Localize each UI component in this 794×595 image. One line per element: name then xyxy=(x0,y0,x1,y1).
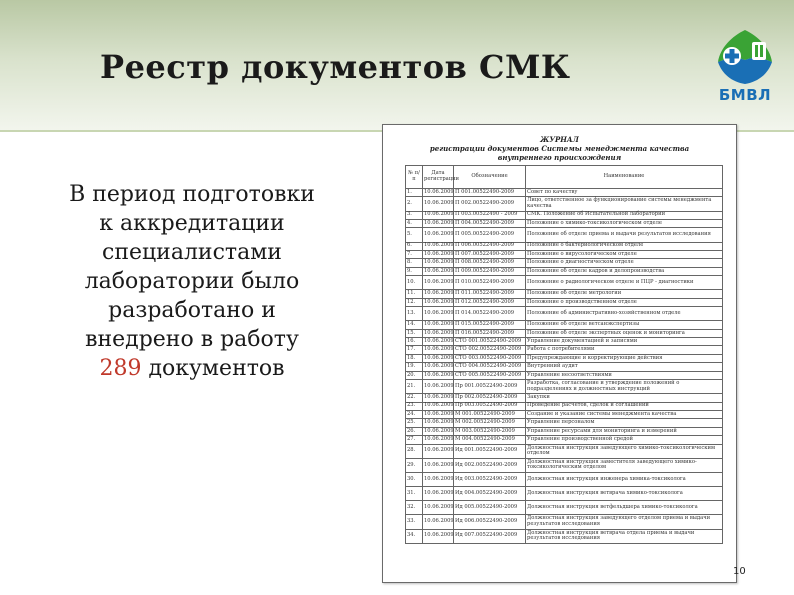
row-number: 9. xyxy=(406,267,423,275)
body-text xyxy=(22,180,362,383)
table-row xyxy=(406,267,723,275)
row-name: Должностная инструкция заведующего химико-токсикологическим отделом xyxy=(526,444,723,458)
row-date: 10.06.2009 xyxy=(424,329,454,336)
row-date: 10.06.2009 xyxy=(424,394,454,401)
row-name: Разработка, согласование и утверждение положений о подразделениях и должностных инструкций xyxy=(526,380,723,394)
row-code: П 003.00522490 - 2009 xyxy=(454,211,526,219)
row-name: Предупреждающие и корректирующие действия xyxy=(526,354,723,362)
row-code: П 005.00522490-2009 xyxy=(454,228,526,242)
row-name: Положение об отделе метрологии xyxy=(526,290,723,298)
table-row xyxy=(406,211,723,219)
row-name: Положение о химико-токсикологическом отделе xyxy=(526,219,723,227)
row-name: Должностная инструкция ветфельдшера химико-токсиколога xyxy=(526,501,723,515)
table-row xyxy=(406,338,723,346)
row-name: Управление несоответствиями xyxy=(526,371,723,379)
row-number: 6. xyxy=(406,242,423,250)
row-date: 10.06.2009 xyxy=(424,250,454,257)
row-number: 15. xyxy=(406,329,423,337)
table-row xyxy=(406,354,723,362)
row-code: СТО 005.00522490-2009 xyxy=(454,371,526,379)
row-date: 10.06.2009 xyxy=(424,427,454,434)
row-date: 10.06.2009 xyxy=(423,529,454,543)
row-name: Управление ресурсами для мониторинга и измерений xyxy=(526,427,723,435)
row-number: 4. xyxy=(406,219,423,227)
table-row xyxy=(406,402,723,410)
row-name: Положение о производственном отделе xyxy=(526,298,723,306)
row-date: 10.06.2009 xyxy=(424,211,454,218)
journal-document-image xyxy=(382,124,737,583)
row-number: 12. xyxy=(406,298,423,306)
table-row xyxy=(406,197,723,211)
row-number: 7. xyxy=(406,250,423,258)
table-row xyxy=(406,487,723,501)
body-line: внедрено в работу xyxy=(85,327,299,352)
row-date: 10.06.2009 xyxy=(423,307,454,321)
row-name: Создание и указание системы менеджмента качества xyxy=(526,410,723,418)
row-number: 17. xyxy=(406,346,423,354)
row-date: 10.06.2009 xyxy=(424,188,454,195)
row-code: П 002.00522490-2009 xyxy=(454,197,526,211)
row-code: Пр 001.00522490-2009 xyxy=(454,380,526,394)
row-code: П 011.00522490-2009 xyxy=(454,290,526,298)
row-date: 10.06.2009 xyxy=(424,298,454,305)
row-date: 10.06.2009 xyxy=(424,436,454,443)
table-row xyxy=(406,436,723,444)
row-date: 10.06.2009 xyxy=(423,276,454,290)
row-code: П 015.00522490-2009 xyxy=(454,321,526,329)
table-row xyxy=(406,472,723,486)
row-date: 10.06.2009 xyxy=(424,371,454,378)
count-suffix: документов xyxy=(141,356,285,381)
row-number: 20. xyxy=(406,371,423,379)
journal-subtitle: внутреннего происхождения xyxy=(497,153,622,162)
row-name: Закупки xyxy=(526,394,723,402)
table-row xyxy=(406,242,723,250)
row-name: Совет по качеству xyxy=(526,189,723,197)
table-row xyxy=(406,290,723,298)
body-line-count xyxy=(22,354,362,383)
table-row xyxy=(406,427,723,435)
table-row xyxy=(406,380,723,394)
page-number: 10 xyxy=(733,566,746,577)
logo-emblem-icon xyxy=(712,28,778,86)
row-code: СТО 004.00522490-2009 xyxy=(454,363,526,371)
table-header-row xyxy=(406,166,723,189)
row-code: Ид 005.00522490-2009 xyxy=(454,501,526,515)
row-name: Должностная инструкция заместителя заведующего химико-токсикологическим отделом xyxy=(526,458,723,472)
table-row xyxy=(406,259,723,267)
row-code: Ид 003.00522490-2009 xyxy=(454,472,526,486)
row-code: СТО 001.00522490-2009 xyxy=(454,338,526,346)
row-code: Пр 002.00522490-2009 xyxy=(454,394,526,402)
row-name: Проведение расчетов, сделок и соглашений xyxy=(526,402,723,410)
body-line: лаборатории было xyxy=(84,269,300,294)
table-row xyxy=(406,363,723,371)
row-code: Ид 001.00522490-2009 xyxy=(454,444,526,458)
row-code: Пр 003.00522490-2009 xyxy=(454,402,526,410)
row-number: 27. xyxy=(406,436,423,444)
row-date: 10.06.2009 xyxy=(423,380,454,394)
table-row xyxy=(406,410,723,418)
table-row xyxy=(406,501,723,515)
table-row xyxy=(406,419,723,427)
row-number: 34. xyxy=(406,529,423,543)
table-row xyxy=(406,458,723,472)
organization-logo xyxy=(712,28,778,104)
column-header: Обозначение xyxy=(454,166,526,189)
row-name: Должностная инструкция ветврача отдела приема и выдачи результатов исследования xyxy=(526,529,723,543)
journal-title: ЖУРНАЛ xyxy=(540,135,579,144)
row-code: П 010.00522490-2009 xyxy=(454,276,526,290)
row-code: П 016.00522490-2009 xyxy=(454,329,526,337)
table-row xyxy=(406,394,723,402)
row-date: 10.06.2009 xyxy=(423,515,454,529)
row-code: П 009.00522490-2009 xyxy=(454,267,526,275)
row-name: Положение о радиологическом отделе и ПЦР - диагностики xyxy=(526,276,723,290)
row-date: 10.06.2009 xyxy=(424,321,454,328)
row-code: Ид 002.00522490-2009 xyxy=(454,458,526,472)
row-date: 10.06.2009 xyxy=(424,346,454,353)
row-code: П 004.00522490-2009 xyxy=(454,219,526,227)
row-date: 10.06.2009 xyxy=(424,267,454,274)
row-name: Положение о бактериологическом отделе xyxy=(526,242,723,250)
table-row xyxy=(406,329,723,337)
row-number: 22. xyxy=(406,394,423,402)
row-code: М 003.00522490-2009 xyxy=(454,427,526,435)
row-number: 1. xyxy=(406,189,423,197)
row-code: М 004.00522490-2009 xyxy=(454,436,526,444)
row-code: СТО 003.00522490-2009 xyxy=(454,354,526,362)
row-date: 10.06.2009 xyxy=(423,487,454,501)
column-header: Дата регистрации xyxy=(423,166,454,189)
register-table xyxy=(405,165,723,544)
table-row xyxy=(406,189,723,197)
journal-subtitle: регистрации документов Системы менеджмента качества xyxy=(429,144,690,153)
row-code: Ид 006.00522490-2009 xyxy=(454,515,526,529)
logo-text: БМВЛ xyxy=(718,86,772,104)
row-name: Управление документацией и записями xyxy=(526,338,723,346)
row-code: Ид 004.00522490-2009 xyxy=(454,487,526,501)
row-number: 23. xyxy=(406,402,423,410)
row-number: 3. xyxy=(406,211,423,219)
table-row xyxy=(406,371,723,379)
row-code: М 002.00522490-2009 xyxy=(454,419,526,427)
row-name: Внутренний аудит xyxy=(526,363,723,371)
row-code: П 001.00522490-2009 xyxy=(454,189,526,197)
row-name: Положение об отделе кадров и делопроизводства xyxy=(526,267,723,275)
row-code: П 012.00522490-2009 xyxy=(454,298,526,306)
row-date: 10.06.2009 xyxy=(423,228,454,242)
row-name: Должностная инструкция ветврача химико-токсиколога xyxy=(526,487,723,501)
row-date: 10.06.2009 xyxy=(423,444,454,458)
row-name: Положение об отделе ветсанэкспертизы xyxy=(526,321,723,329)
row-date: 10.06.2009 xyxy=(424,337,454,344)
row-number: 25. xyxy=(406,419,423,427)
table-row xyxy=(406,529,723,543)
table-row xyxy=(406,276,723,290)
row-number: 32. xyxy=(406,501,423,515)
row-code: П 007.00522490-2009 xyxy=(454,250,526,258)
row-name: Управление персоналом xyxy=(526,419,723,427)
row-date: 10.06.2009 xyxy=(424,410,454,417)
row-name: Положение о вирусологическом отделе xyxy=(526,250,723,258)
row-number: 18. xyxy=(406,354,423,362)
row-code: М 001.00522490-2009 xyxy=(454,410,526,418)
row-date: 10.06.2009 xyxy=(423,458,454,472)
row-name: Должностная инструкция инженера химика-токсиколога xyxy=(526,472,723,486)
row-number: 5. xyxy=(406,228,423,242)
body-line: В период подготовки xyxy=(69,182,315,207)
row-number: 8. xyxy=(406,259,423,267)
row-number: 28. xyxy=(406,444,423,458)
body-line: разработано и xyxy=(108,298,276,323)
row-number: 2. xyxy=(406,197,423,211)
row-number: 30. xyxy=(406,472,423,486)
table-body xyxy=(406,189,723,544)
row-code: П 014.00522490-2009 xyxy=(454,307,526,321)
row-code: Ид 007.00522490-2009 xyxy=(454,529,526,543)
table-row xyxy=(406,346,723,354)
row-date: 10.06.2009 xyxy=(424,402,454,409)
row-number: 26. xyxy=(406,427,423,435)
row-date: 10.06.2009 xyxy=(424,363,454,370)
row-number: 19. xyxy=(406,363,423,371)
column-header: № п/п xyxy=(406,166,423,189)
row-date: 10.06.2009 xyxy=(424,259,454,266)
table-row xyxy=(406,515,723,529)
row-number: 16. xyxy=(406,338,423,346)
row-date: 10.06.2009 xyxy=(424,354,454,361)
row-date: 10.06.2009 xyxy=(424,219,454,226)
row-date: 10.06.2009 xyxy=(423,501,454,515)
row-number: 33. xyxy=(406,515,423,529)
table-row xyxy=(406,219,723,227)
row-name: Положение об административно-хозяйственном отделе xyxy=(526,307,723,321)
row-name: Управление производственной средой xyxy=(526,436,723,444)
table-row xyxy=(406,307,723,321)
row-name: Должностная инструкция заведующего отделом приема и выдачи результатов исследования xyxy=(526,515,723,529)
slide-title: Реестр документов СМК xyxy=(100,48,571,86)
body-line: специалистами xyxy=(102,240,282,265)
table-row xyxy=(406,250,723,258)
document-count: 289 xyxy=(99,356,142,381)
row-name: Положение об отделе экспертных оценок и мониторинга xyxy=(526,329,723,337)
row-code: СТО 002.00522490-2009 xyxy=(454,346,526,354)
journal-heading xyxy=(383,135,736,162)
row-name: СМК. Положение об Испытательной лаборатории xyxy=(526,211,723,219)
row-number: 29. xyxy=(406,458,423,472)
table-row xyxy=(406,321,723,329)
table-row xyxy=(406,444,723,458)
row-date: 10.06.2009 xyxy=(423,197,454,211)
table-row xyxy=(406,298,723,306)
row-number: 13. xyxy=(406,307,423,321)
row-number: 11. xyxy=(406,290,423,298)
table-row xyxy=(406,228,723,242)
row-date: 10.06.2009 xyxy=(424,419,454,426)
row-name: Работа с потребителями xyxy=(526,346,723,354)
row-code: П 008.00522490-2009 xyxy=(454,259,526,267)
row-date: 10.06.2009 xyxy=(424,242,454,249)
row-number: 31. xyxy=(406,487,423,501)
row-name: Положение о диагностическом отделе xyxy=(526,259,723,267)
row-name: Положение об отделе приема и выдачи результатов исследования xyxy=(526,228,723,242)
row-number: 24. xyxy=(406,410,423,418)
row-date: 10.06.2009 xyxy=(423,472,454,486)
column-header: Наименование xyxy=(526,166,723,189)
row-code: П 006.00522490-2009 xyxy=(454,242,526,250)
body-line: к аккредитации xyxy=(99,211,285,236)
row-number: 10. xyxy=(406,276,423,290)
row-number: 14. xyxy=(406,321,423,329)
row-date: 10.06.2009 xyxy=(424,290,454,297)
row-number: 21. xyxy=(406,380,423,394)
row-name: Лицо, ответственное за функционирование системы менеджмента качества xyxy=(526,197,723,211)
